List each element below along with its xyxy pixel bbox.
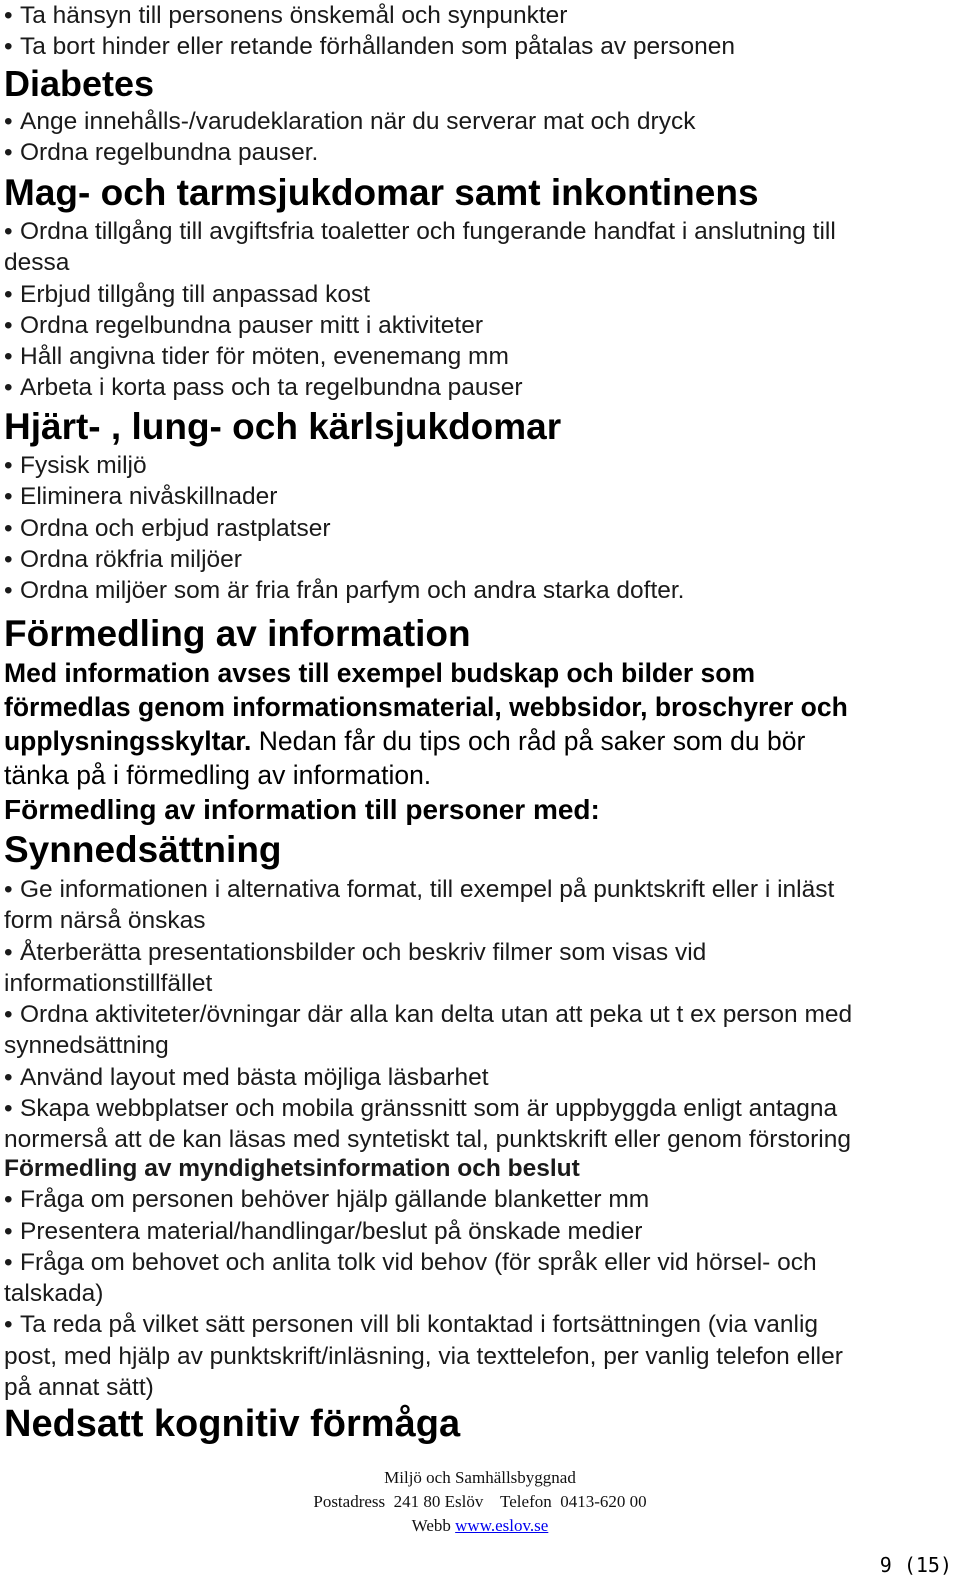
list-item: • Ta bort hinder eller retande förhållanden som påtalas av personen: [4, 31, 735, 62]
intro-line: tänka på i förmedling av information.: [4, 760, 432, 790]
list-item-continuation: informationstillfället: [4, 969, 213, 997]
list-item: • Återberätta presentationsbilder och beskriv filmer som visas vid: [4, 937, 852, 968]
intro-bold-line: förmedlas genom informationsmaterial, webbsidor, broschyrer och: [4, 692, 848, 722]
list-item: • Eliminera nivåskillnader: [4, 481, 685, 512]
footer-web-label: Webb: [411, 1516, 456, 1535]
footer-web-link[interactable]: www.eslov.se: [455, 1516, 549, 1535]
section-formedling: [4, 612, 848, 828]
list-item: • Fråga om behovet och anlita tolk vid behov (för språk eller vid hörsel- och: [4, 1247, 843, 1278]
section-diabetes: [4, 62, 695, 169]
list-item: • Fysisk miljö: [4, 450, 685, 481]
subheading: Förmedling av information till personer med:: [4, 794, 600, 825]
section-heading: Mag- och tarmsjukdomar samt inkontinens: [4, 172, 759, 213]
list-item: • Ordna regelbundna pauser.: [4, 137, 695, 168]
list-item: • Ordna tillgång till avgiftsfria toaletter och fungerande handfat i anslutning till: [4, 216, 836, 247]
list-item-continuation: dessa: [4, 249, 70, 277]
list-item-continuation: talskada): [4, 1280, 104, 1308]
list-item: • Ordna miljöer som är fria från parfym och andra starka dofter.: [4, 575, 685, 606]
footer: [0, 1466, 960, 1538]
footer-address: Postadress 241 80 Eslöv Telefon 0413-620 00: [313, 1492, 647, 1511]
list-item: • Ange innehålls-/varudeklaration när du serverar mat och dryck: [4, 106, 695, 137]
list-item-continuation: synnedsättning: [4, 1032, 169, 1060]
section-heading: Synnedsättning: [4, 829, 282, 870]
list-item: • Fråga om personen behöver hjälp gällande blanketter mm: [4, 1184, 843, 1215]
list-item: • Presentera material/handlingar/beslut på önskade medier: [4, 1216, 843, 1247]
top-bullet-list: [4, 0, 735, 63]
page-number: 9 (15): [879, 1553, 952, 1577]
list-item: • Ordna regelbundna pauser mitt i aktiviteter: [4, 310, 836, 341]
section-heading: Förmedling av information: [4, 613, 471, 654]
section-heading: Hjärt- , lung- och kärlsjukdomar: [4, 406, 562, 447]
list-item: • Ta reda på vilket sätt personen vill bli kontaktad i fortsättningen (via vanlig: [4, 1309, 843, 1340]
list-item: • Ordna rökfria miljöer: [4, 544, 685, 575]
list-item: • Skapa webbplatser och mobila gränssnitt som är uppbyggda enligt antagna: [4, 1093, 852, 1124]
subheading: Förmedling av myndighetsinformation och beslut: [4, 1155, 580, 1182]
section-mag: [4, 170, 836, 404]
intro-text: Nedan får du tips och råd på saker som du bör: [251, 726, 806, 756]
list-item: • Ge informationen i alternativa format, till exempel på punktskrift eller i inläst: [4, 874, 852, 905]
list-item-continuation: form närså önskas: [4, 907, 206, 935]
list-item: • Använd layout med bästa möjliga läsbarhet: [4, 1062, 852, 1093]
list-item: • Erbjud tillgång till anpassad kost: [4, 279, 836, 310]
list-item-continuation: på annat sätt): [4, 1374, 154, 1402]
section-myndighet: [4, 1153, 843, 1403]
section-heading: Nedsatt kognitiv förmåga: [4, 1403, 461, 1445]
footer-web: [0, 1514, 960, 1538]
list-item: • Ordna aktiviteter/övningar där alla kan delta utan att peka ut t ex person med: [4, 999, 852, 1030]
list-item-continuation: normerså att de kan läsas med syntetiskt tal, punktskrift eller genom förstoring: [4, 1126, 851, 1154]
list-item: • Arbeta i korta pass och ta regelbundna pauser: [4, 372, 836, 403]
section-kognitiv: [4, 1402, 460, 1446]
intro-mixed-line: [4, 724, 848, 758]
section-synnedsattning: [4, 826, 852, 1156]
footer-org: Miljö och Samhällsbyggnad: [384, 1468, 576, 1487]
intro-bold-word: upplysningsskyltar.: [4, 726, 252, 756]
section-heading: Diabetes: [4, 63, 155, 104]
intro-bold-line: Med information avses till exempel budskap och bilder som: [4, 658, 756, 688]
list-item-continuation: post, med hjälp av punktskrift/inläsning, via texttelefon, per vanlig telefon eller: [4, 1342, 843, 1370]
list-item: • Ta hänsyn till personens önskemål och synpunkter: [4, 0, 735, 31]
list-item: • Ordna och erbjud rastplatser: [4, 513, 685, 544]
list-item: • Håll angivna tider för möten, evenemang mm: [4, 341, 836, 372]
section-hjart: [4, 404, 685, 606]
